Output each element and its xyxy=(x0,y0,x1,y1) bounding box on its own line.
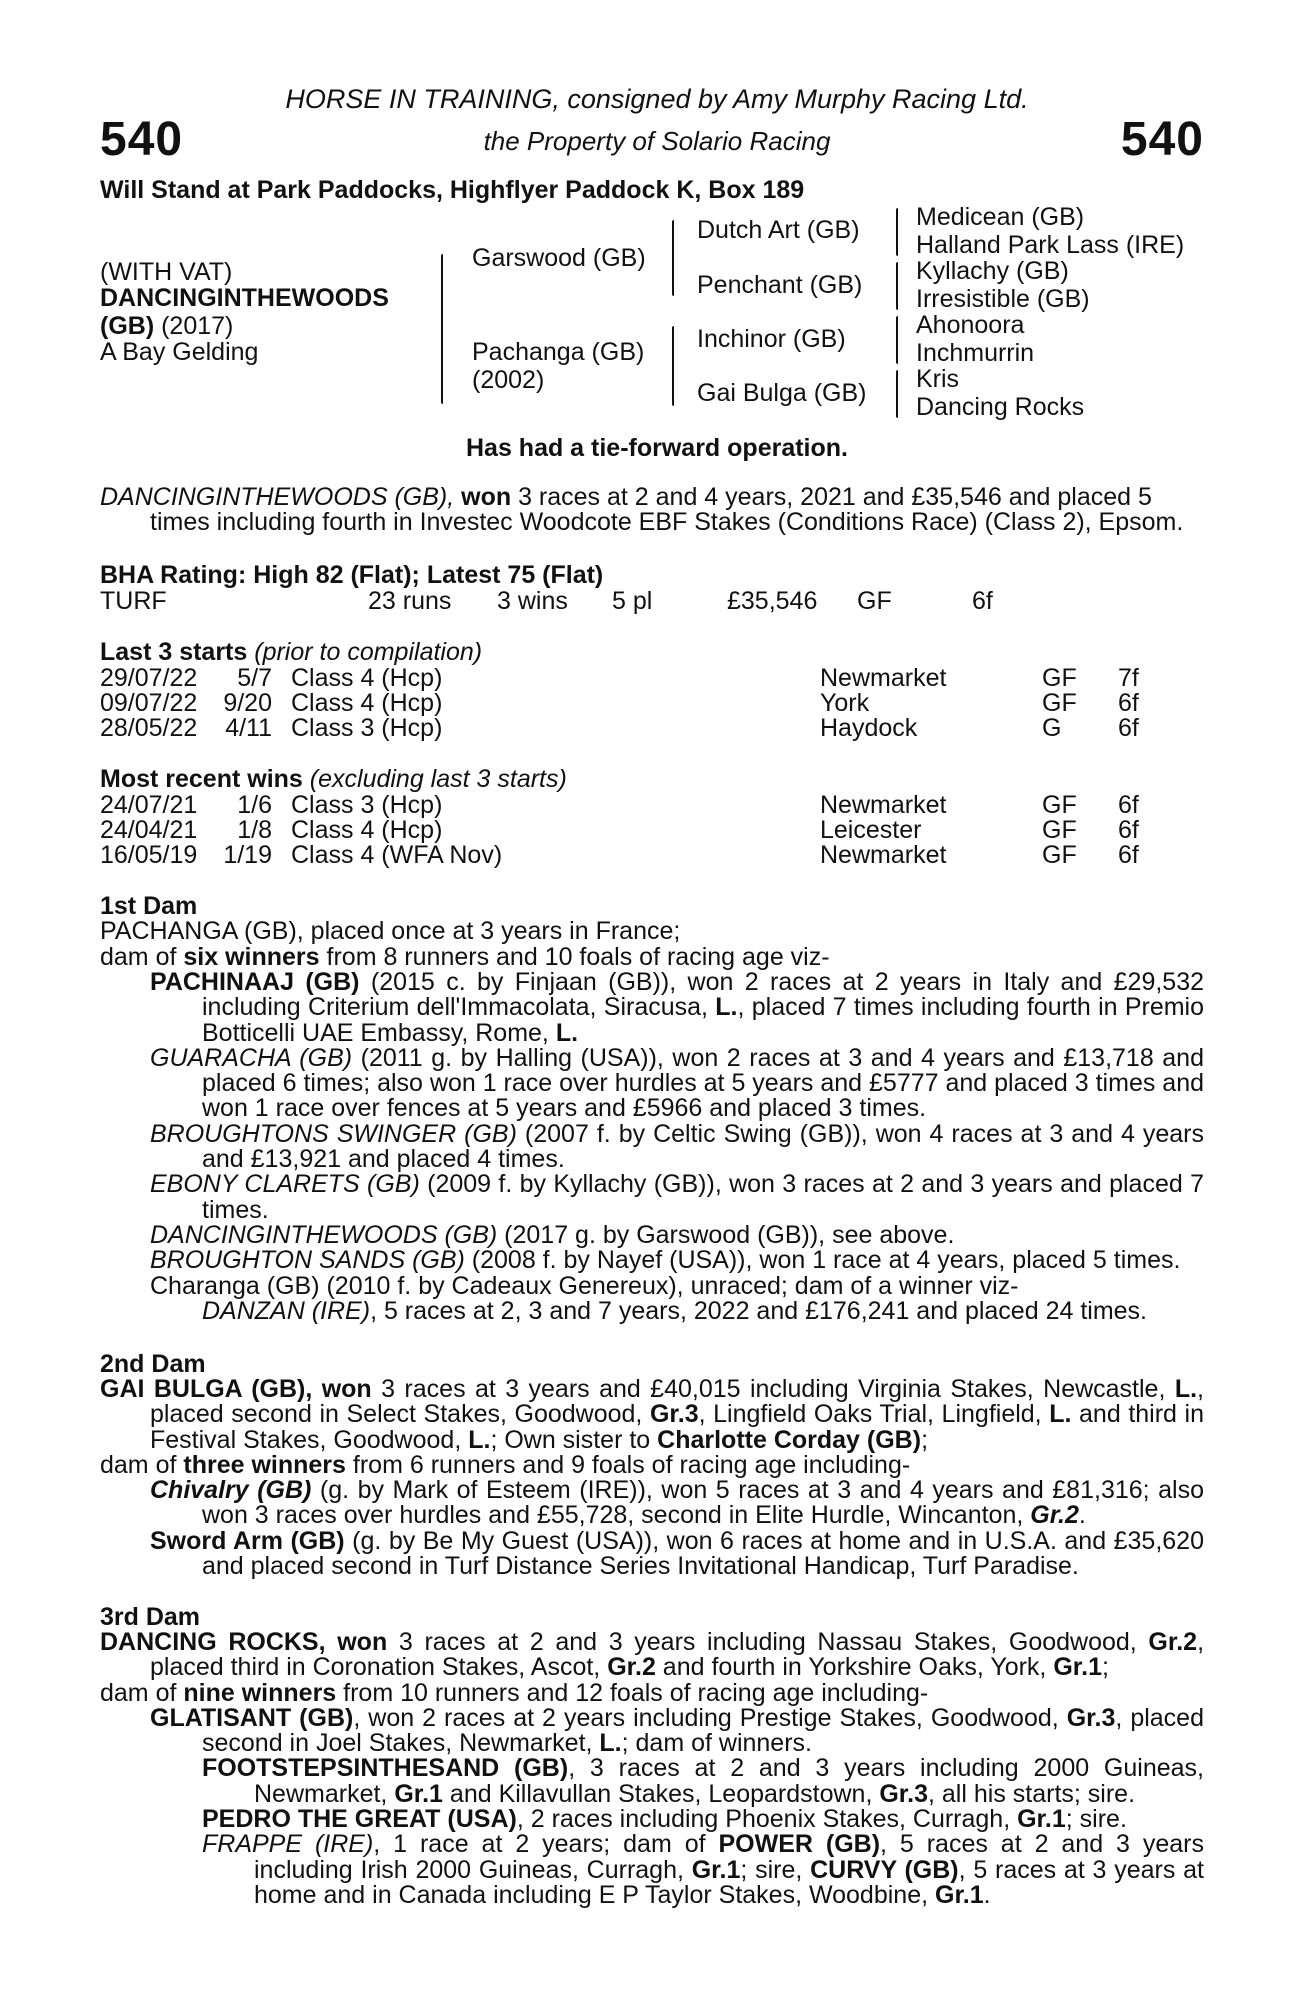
horse-name: DANCINGINTHEWOODS xyxy=(100,284,389,312)
pedigree-brace-ss xyxy=(896,208,898,256)
bha-going: GF xyxy=(857,587,892,615)
dam-year: (2002) xyxy=(472,366,545,394)
dam-sire: Inchinor (GB) xyxy=(697,325,846,353)
pedigree-brace-main xyxy=(441,254,443,404)
progeny-entry xyxy=(150,1526,1204,1581)
first-dam-line: PACHANGA (GB), placed once at 3 years in France; xyxy=(100,917,681,945)
progeny-name: CURVY (GB) xyxy=(810,1855,959,1884)
progeny-text: (2009 f. by Kyllachy (GB)), won 3 races at 2 and 3 years and placed 7 times. xyxy=(202,1170,1204,1224)
summary-line-1 xyxy=(100,485,1152,510)
race-grade: L. xyxy=(555,1018,579,1047)
record-text: ; xyxy=(1101,1653,1109,1682)
race-grade: L. xyxy=(1174,1375,1198,1403)
progeny-name: EBONY CLARETS (GB) xyxy=(150,1170,420,1199)
third-dam-block xyxy=(100,1630,1204,1908)
recent-distance: 6f xyxy=(1118,841,1139,869)
recent-going: GF xyxy=(1042,791,1077,819)
second-dam-dam-of: dam of xyxy=(100,1450,177,1479)
surgery-note: Has had a tie-forward operation. xyxy=(465,434,848,462)
recent-date: 24/04/21 xyxy=(100,816,198,844)
stand-location: Will Stand at Park Paddocks, Highflyer Paddock K, Box 189 xyxy=(100,176,805,204)
pedigree-brace-sd xyxy=(896,262,898,310)
third-dam-produce-line xyxy=(100,1678,1204,1707)
pedigree-brace-sire xyxy=(672,220,674,296)
bha-placed: 5 pl xyxy=(612,587,653,615)
grandprogeny-entry xyxy=(202,1832,1204,1908)
pedigree-brace-dam xyxy=(672,326,674,406)
sire-sire: Dutch Art (GB) xyxy=(697,216,860,244)
horse-origin-year xyxy=(100,312,233,341)
progeny-text: (2015 c. by Finjaan (GB)), won 2 races at 2 years in Italy and £29,532 including Criterium dell'Immacolata, Siracusa, xyxy=(202,968,1205,1022)
race-grade: Gr.3 xyxy=(879,1779,929,1808)
third-dam-name: DANCING ROCKS, xyxy=(100,1628,326,1656)
sister-name: Charlotte Corday (GB) xyxy=(657,1425,922,1454)
second-dam-winners-count: three winners xyxy=(183,1450,346,1479)
recent-date: 24/07/21 xyxy=(100,791,198,819)
first-dam-dam-of: dam of xyxy=(100,943,177,971)
second-dam-heading: 2nd Dam xyxy=(100,1350,206,1378)
progeny-entry xyxy=(150,1220,1204,1249)
third-dam-record xyxy=(100,1630,1204,1681)
last3-distance: 6f xyxy=(1118,689,1139,717)
progeny-text: (2011 g. by Halling (USA)), won 2 races at 3 and 4 years and £13,718 and placed 6 times; also won 1 race over hurdles at 5 years and £5777 and placed 3 times and won 1 race over fences at 5 years and £5966 and placed 3 times. xyxy=(202,1043,1205,1123)
ds-sire: Ahonoora xyxy=(916,311,1025,339)
pedigree-brace-ds xyxy=(896,316,898,364)
last3-course: Haydock xyxy=(820,714,918,742)
race-grade: L. xyxy=(1049,1400,1072,1429)
second-dam-progeny xyxy=(100,1478,1204,1579)
last3-class: Class 4 (Hcp) xyxy=(291,689,443,717)
progeny-text: , 2 races including Phoenix Stakes, Curragh, xyxy=(516,1805,1018,1834)
first-dam-produce-line xyxy=(100,945,830,970)
dam-dam: Gai Bulga (GB) xyxy=(697,379,867,407)
grandprogeny-entry xyxy=(202,1807,1204,1832)
race-grade: L. xyxy=(468,1425,491,1454)
last3-course: York xyxy=(820,689,870,717)
lot-number-right: 540 xyxy=(1120,113,1204,166)
ss-dam: Halland Park Lass (IRE) xyxy=(916,231,1185,259)
last3-distance: 6f xyxy=(1118,714,1139,742)
progeny-text: , 5 races at 3 years at home and in Canada including E P Taylor Stakes, Woodbine, xyxy=(254,1855,1204,1909)
last3-date: 29/07/22 xyxy=(100,664,198,692)
recent-going: GF xyxy=(1042,816,1077,844)
last3-pos: 9/20 xyxy=(223,689,272,717)
property-line: the Property of Solario Racing xyxy=(483,126,831,156)
race-grade: Gr.2 xyxy=(1030,1501,1079,1530)
progeny-name: Chivalry (GB) xyxy=(150,1476,312,1505)
progeny-name: FRAPPE (IRE) xyxy=(202,1830,374,1859)
sire-dam: Penchant (GB) xyxy=(697,271,863,299)
progeny-text: (2007 f. by Celtic Swing (GB)), won 4 races at 3 and 4 years and £13,921 and placed 4 times. xyxy=(202,1119,1204,1174)
progeny-text: ; sire, xyxy=(740,1855,811,1884)
recent-distance: 6f xyxy=(1118,791,1139,819)
progeny-name: PACHINAAJ (GB) xyxy=(150,968,360,996)
recent-course: Leicester xyxy=(820,816,922,844)
progeny-name: DANZAN (IRE) xyxy=(202,1296,371,1325)
recent-title: Most recent wins xyxy=(100,765,303,793)
pedigree-brace-dd xyxy=(896,370,898,418)
recent-pos: 1/8 xyxy=(237,816,272,844)
horse-origin: (GB) xyxy=(100,312,155,340)
recent-course: Newmarket xyxy=(820,841,947,869)
horse-year: (2017) xyxy=(161,312,234,340)
race-grade: L. xyxy=(599,1729,622,1758)
last3-course: Newmarket xyxy=(820,664,947,692)
progeny-text: , placed 7 times including fourth in Premio Botticelli UAE Embassy, Rome, xyxy=(202,993,1204,1047)
last3-date: 28/05/22 xyxy=(100,714,198,742)
third-dam-produce-text: from 10 runners and 12 foals of racing age including- xyxy=(343,1678,929,1707)
second-dam-record xyxy=(100,1377,1204,1453)
progeny-name: GLATISANT (GB) xyxy=(150,1703,354,1732)
progeny-text: , 1 race at 2 years; dam of xyxy=(373,1830,719,1859)
bha-runs: 23 runs xyxy=(368,587,452,615)
race-grade: Gr.2 xyxy=(607,1653,656,1682)
progeny-name: PEDRO THE GREAT (USA) xyxy=(202,1805,517,1834)
recent-course: Newmarket xyxy=(820,791,947,819)
progeny-text: , 5 races at 2, 3 and 7 years, 2022 and £176,241 and placed 24 times. xyxy=(370,1296,1147,1325)
progeny-text: . xyxy=(983,1880,991,1909)
progeny-entry xyxy=(150,1703,1204,1758)
record-text: ; xyxy=(921,1425,929,1454)
recent-pos: 1/6 xyxy=(237,791,272,819)
lot-number-left: 540 xyxy=(100,113,184,166)
progeny-entry xyxy=(150,970,1204,1046)
last3-distance: 7f xyxy=(1118,664,1139,692)
progeny-entry xyxy=(150,1043,1205,1123)
progeny-entry xyxy=(150,1478,1204,1529)
progeny-name: BROUGHTONS SWINGER (GB) xyxy=(150,1119,517,1148)
record-text: , placed second in Select Stakes, Goodwood, xyxy=(150,1375,1204,1429)
vat-label: (WITH VAT) xyxy=(100,258,233,286)
sd-sire: Kyllachy (GB) xyxy=(916,257,1069,285)
progeny-text: . xyxy=(1078,1501,1086,1530)
third-dam-heading: 3rd Dam xyxy=(100,1603,201,1631)
horse-description: A Bay Gelding xyxy=(100,338,259,366)
race-grade: Gr.3 xyxy=(1066,1703,1116,1732)
progeny-text: ; sire. xyxy=(1065,1805,1127,1834)
summary-horse-name: DANCINGINTHEWOODS (GB), xyxy=(100,483,455,511)
progeny-entry xyxy=(150,1119,1204,1174)
recent-going: GF xyxy=(1042,841,1077,869)
progeny-entry xyxy=(150,1271,1204,1300)
summary-won: won xyxy=(461,483,512,511)
ds-dam: Inchmurrin xyxy=(916,339,1035,367)
progeny-name: POWER (GB) xyxy=(718,1830,881,1859)
race-grade: Gr.2 xyxy=(1148,1628,1198,1656)
record-text: 3 races at 3 years and £40,015 including Virginia Stakes, Newcastle, xyxy=(371,1375,1175,1403)
last3-going: GF xyxy=(1042,664,1077,692)
second-dam-produce-text: from 6 runners and 9 foals of racing age including- xyxy=(352,1450,911,1479)
last3-date: 09/07/22 xyxy=(100,689,198,717)
race-grade: Gr.3 xyxy=(649,1400,699,1429)
recent-distance: 6f xyxy=(1118,816,1139,844)
dd-sire: Kris xyxy=(916,365,960,393)
first-dam-progeny xyxy=(150,970,1204,1324)
third-dam-won: won xyxy=(337,1628,388,1656)
race-grade: Gr.1 xyxy=(1017,1805,1066,1834)
last3-class: Class 3 (Hcp) xyxy=(291,714,443,742)
bha-earnings: £35,546 xyxy=(727,587,818,615)
dam: Pachanga (GB) xyxy=(472,338,645,366)
progeny-text: , 5 races at 2 and 3 years including Irish 2000 Guineas, Curragh, xyxy=(254,1830,1205,1884)
progeny-entry xyxy=(150,1248,1204,1273)
progeny-text: ; dam of winners. xyxy=(621,1729,812,1758)
recent-pos: 1/19 xyxy=(223,841,272,869)
progeny-subentry xyxy=(150,1296,1204,1325)
progeny-name: DANCINGINTHEWOODS (GB) xyxy=(150,1220,498,1249)
record-text: and fourth in Yorkshire Oaks, York, xyxy=(655,1653,1054,1682)
progeny-text: , won 2 races at 2 years including Prestige Stakes, Goodwood, xyxy=(353,1703,1067,1732)
second-dam-produce-line xyxy=(100,1450,1204,1479)
consignor-line: HORSE IN TRAINING, consigned by Amy Murphy Racing Ltd. xyxy=(285,84,1029,114)
second-dam-name: GAI BULGA (GB), xyxy=(100,1375,313,1403)
last3-heading xyxy=(100,640,482,665)
sire: Garswood (GB) xyxy=(472,244,646,272)
progeny-text: and Killavullan Stakes, Leopardstown, xyxy=(442,1779,880,1808)
record-text: 3 races at 2 and 3 years including Nassau Stakes, Goodwood, xyxy=(387,1628,1149,1656)
last3-note: (prior to compilation) xyxy=(254,638,483,666)
recent-class: Class 3 (Hcp) xyxy=(291,791,443,819)
first-dam-heading: 1st Dam xyxy=(100,892,198,920)
second-dam-block xyxy=(100,1377,1204,1579)
recent-wins-heading xyxy=(100,767,567,792)
progeny-entry xyxy=(150,1172,1204,1223)
dd-dam: Dancing Rocks xyxy=(916,393,1085,421)
bha-rating-heading: BHA Rating: High 82 (Flat); Latest 75 (Flat) xyxy=(100,561,604,589)
progeny-name: FOOTSTEPSINTHESAND (GB) xyxy=(202,1754,569,1783)
first-dam-winners-count: six winners xyxy=(183,943,320,971)
third-dam-dam-of: dam of xyxy=(100,1678,177,1707)
last3-title: Last 3 starts xyxy=(100,638,248,666)
race-grade: Gr.1 xyxy=(394,1779,443,1808)
third-dam-progeny xyxy=(100,1703,1205,1909)
progeny-text: (g. by Mark of Esteem (IRE)), won 5 races at 3 and 4 years and £81,316; also won 3 races over hurdles and £55,728, second in Elite Hurdle, Wincanton, xyxy=(202,1476,1204,1530)
sd-dam: Irresistible (GB) xyxy=(916,285,1090,313)
bha-surface: TURF xyxy=(100,587,167,615)
summary-line1-text: 3 races at 2 and 4 years, 2021 and £35,546 and placed 5 xyxy=(518,483,1152,511)
progeny-name: GUARACHA (GB) xyxy=(150,1043,353,1072)
recent-class: Class 4 (Hcp) xyxy=(291,816,443,844)
last3-pos: 5/7 xyxy=(237,664,272,692)
recent-class: Class 4 (WFA Nov) xyxy=(291,841,503,869)
first-dam-produce-text: from 8 runners and 10 foals of racing age viz- xyxy=(326,943,830,971)
progeny-text: (2008 f. by Nayef (USA)), won 1 race at 4 years, placed 5 times. xyxy=(464,1246,1181,1275)
ss-sire: Medicean (GB) xyxy=(916,203,1085,231)
record-text: , Lingfield Oaks Trial, Lingfield, xyxy=(698,1400,1050,1429)
record-text: , placed third in Coronation Stakes, Ascot, xyxy=(150,1628,1205,1682)
progeny-text: , 3 races at 2 and 3 years including 2000 Guineas, Newmarket, xyxy=(254,1754,1204,1808)
record-text: and third in Festival Stakes, Goodwood, xyxy=(150,1400,1204,1454)
second-dam-won: won xyxy=(321,1375,372,1403)
progeny-text: (g. by Be My Guest (USA)), won 6 races at home and in U.S.A. and £35,620 and placed second in Turf Distance Series Invitational Handicap, Turf Paradise. xyxy=(202,1526,1204,1581)
progeny-text: , placed second in Joel Stakes, Newmarket, xyxy=(202,1703,1204,1758)
progeny-text: , all his starts; sire. xyxy=(928,1779,1136,1808)
last3-pos: 4/11 xyxy=(225,714,272,742)
race-grade: Gr.1 xyxy=(691,1855,741,1884)
bha-wins: 3 wins xyxy=(497,587,568,615)
progeny-text: Charanga (GB) (2010 f. by Cadeaux Genereux), unraced; dam of a winner viz- xyxy=(150,1271,1019,1300)
progeny-text: (2017 g. by Garswood (GB)), see above. xyxy=(497,1220,955,1249)
recent-date: 16/05/19 xyxy=(100,841,198,869)
record-text: ; Own sister to xyxy=(490,1425,658,1454)
third-dam-grandprogeny xyxy=(150,1756,1204,1908)
grandprogeny-entry xyxy=(202,1756,1204,1807)
recent-note: (excluding last 3 starts) xyxy=(309,765,567,793)
bha-distance: 6f xyxy=(972,587,993,615)
third-dam-winners-count: nine winners xyxy=(183,1678,337,1707)
last3-going: GF xyxy=(1042,689,1077,717)
race-grade: L. xyxy=(715,993,738,1022)
summary-line-2: times including fourth in Investec Woodcote EBF Stakes (Conditions Race) (Class 2), Epsom. xyxy=(150,508,1184,536)
race-grade: Gr.1 xyxy=(935,1880,984,1909)
progeny-name: BROUGHTON SANDS (GB) xyxy=(150,1246,465,1275)
race-grade: Gr.1 xyxy=(1053,1653,1102,1682)
progeny-name: Sword Arm (GB) xyxy=(150,1526,345,1555)
last3-going: G xyxy=(1042,714,1062,742)
last3-class: Class 4 (Hcp) xyxy=(291,664,443,692)
